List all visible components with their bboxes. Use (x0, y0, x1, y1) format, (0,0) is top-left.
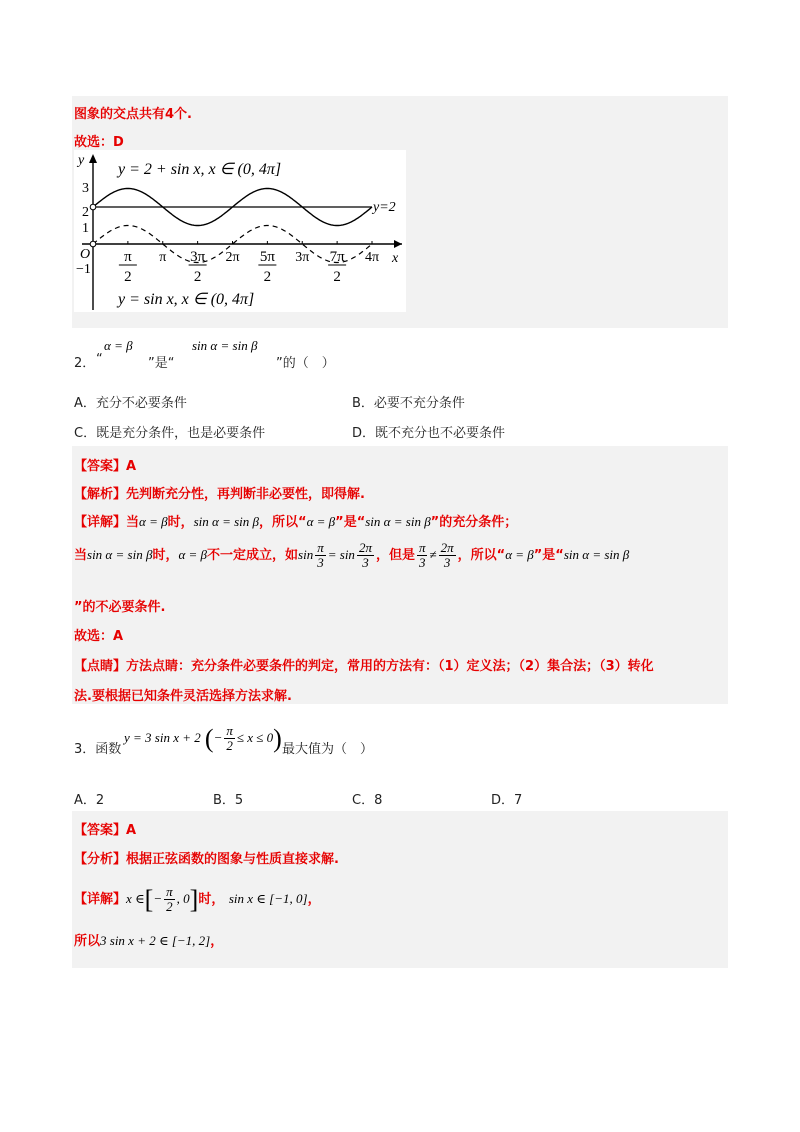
q2-choose: 故选：A (74, 629, 124, 644)
q2-l2-eq1: sin α = sin β (87, 547, 153, 562)
q2-detail-so: ，所以“ (259, 515, 307, 530)
q3-detail-minus: − (153, 891, 163, 906)
x-tick-label: π (159, 250, 167, 265)
q2-l2-is: ”是“ (533, 548, 564, 563)
x-tick-label-den: 2 (333, 269, 341, 285)
q3-so-eq: 3 sin x + 2 ∈ [−1, 2] (100, 933, 211, 948)
q3-so-comma: ， (210, 934, 224, 949)
frac-num: 2π (440, 540, 454, 555)
q2-detail-suff: ”的充分条件； (430, 515, 518, 530)
q2-detail-is: ”是“ (335, 515, 366, 530)
q2-mid-text: ”是“ (148, 356, 175, 371)
q3-dom-left: ( (204, 723, 214, 753)
q2-analysis: 【解析】先判断充分性，再判断非必要性，即得解. (74, 487, 365, 502)
q2-detail-line2 (74, 540, 629, 571)
q3-detail-range-tail: , 0 (176, 891, 190, 906)
q2-l2-neq: ≠ (429, 547, 437, 562)
q3-function (124, 724, 282, 753)
q2-l2-sin-a: sin (298, 547, 314, 562)
q2-detail-eq4: sin α = sin β (365, 514, 431, 529)
q2-detail-line3: ”的不必要条件. (74, 600, 166, 615)
q2-l2-eq3: α = β (505, 547, 534, 562)
q3-tail: 最大值为（ ） (282, 742, 374, 757)
q2-option-a[interactable]: A．充分不必要条件 (74, 396, 187, 411)
q2-detail-eq1: α = β (139, 514, 168, 529)
x-tick-label-den: 2 (124, 269, 132, 285)
q2-l2-frac-pi-3 (315, 541, 326, 570)
frac-den: 3 (362, 555, 369, 570)
x-tick-label-den: 2 (193, 269, 202, 285)
frac-num: π (317, 540, 324, 555)
q2-option-b[interactable]: B．必要不充分条件 (352, 396, 465, 411)
x-tick-label-num: 5π (259, 249, 275, 265)
x-tick-label: 4π (364, 250, 380, 265)
y-tick-1: 1 (82, 221, 89, 236)
sine-graph-figure (74, 150, 406, 312)
q3-option-a[interactable]: A．2 (74, 793, 105, 808)
q3-dom-rest: ≤ x ≤ 0 (236, 730, 274, 745)
q3-number: 3．函数 (74, 742, 122, 757)
y-axis-arrow-icon (89, 154, 97, 163)
q2-detail-line1 (74, 511, 517, 530)
q2-answer: 【答案】A (74, 459, 137, 474)
origin-label: O (80, 247, 91, 262)
sine-graph-svg (74, 150, 406, 312)
q3-answer: 【答案】A (74, 823, 137, 838)
frac-den: 2 (166, 899, 173, 914)
line-y2-label: y=2 (373, 200, 396, 215)
frac-num: 2π (358, 540, 372, 555)
x-tick-label: 2π (225, 250, 240, 265)
q2-l2-frac-pi-3-b (417, 541, 428, 570)
q2-l2-eq-sin: = sin (327, 547, 355, 562)
q3-dom-right: ) (273, 723, 282, 753)
choose-d-text: 故选：D (74, 135, 124, 150)
y-tick-3: 3 (82, 181, 89, 196)
q3-dom-frac (224, 724, 235, 753)
q3-detail-x: x ∈ (126, 891, 145, 906)
x-tick-label-num: 3π (190, 249, 206, 265)
frac-num: π (166, 884, 173, 899)
y-tick-2: 2 (82, 205, 89, 220)
q2-l2-when: 当 (74, 548, 88, 563)
x-axis-label: x (392, 251, 399, 266)
x-tick-label: 3π (295, 250, 310, 265)
intersection-count-text: 图象的交点共有4个. (74, 107, 192, 122)
q2-option-c[interactable]: C．既是充分条件，也是必要条件 (74, 426, 266, 441)
q2-l2-time: 时， (152, 548, 179, 563)
q2-l2-so: ，所以“ (457, 548, 506, 563)
q3-option-b[interactable]: B．5 (213, 793, 244, 808)
q2-tip-line2: 法.要根据已知条件灵活选择方法求解. (74, 689, 292, 704)
q2-number: 2． (74, 356, 96, 371)
q2-open-quote: “ (96, 352, 103, 367)
q2-option-d[interactable]: D．既不充分也不必要条件 (352, 426, 506, 441)
top-formula-label: y = 2 + sin x, x ∈ (0, 4π] (118, 161, 282, 178)
q3-so: 所以 (74, 934, 101, 949)
bottom-formula-label: y = sin x, x ∈ (0, 4π] (118, 291, 255, 308)
y-tick-minus-1: −1 (76, 262, 91, 277)
q3-detail-line (74, 882, 321, 917)
q2-l2-frac-2pi-3 (357, 541, 374, 570)
q2-detail-eq3: α = β (306, 514, 336, 529)
frac-den: 3 (317, 555, 324, 570)
q3-detail-sin: sin x ∈ [−1, 0] (228, 891, 308, 906)
frac-den: 2 (226, 738, 233, 753)
frac-den: 3 (443, 555, 451, 570)
x-tick-labels (119, 241, 379, 285)
x-tick-label-num: 7π (329, 249, 345, 265)
open-point-bottom (90, 241, 96, 247)
q2-l2-not: 不一定成立，如 (207, 548, 299, 563)
q2-l2-eq4: sin α = sin β (563, 547, 630, 562)
x-tick-label-num: π (124, 249, 132, 265)
q3-detail-comma: ， (307, 892, 321, 907)
x-tick-label-den: 2 (263, 269, 272, 285)
frac-den: 3 (418, 555, 426, 570)
q3-detail-time: 时， (198, 892, 225, 907)
q2-tip-line1: 【点睛】方法点睛：充分条件必要条件的判定，常用的方法有：（1）定义法；（2）集合法；（3）转化 (74, 659, 654, 674)
q2-detail-eq2: sin α = sin β (193, 514, 260, 529)
q3-detail-frac (164, 885, 175, 914)
frac-num: π (418, 540, 426, 555)
open-point-top (90, 204, 96, 210)
q3-analysis: 【分析】根据正弦函数的图象与性质直接求解. (74, 852, 339, 867)
q3-so-line (74, 930, 223, 949)
q2-detail-lead: 【详解】当 (74, 515, 140, 530)
q3-func: y = 3 sin x + 2 (124, 730, 201, 745)
q3-dom-minus: − (213, 730, 223, 745)
q2-l2-eq2: α = β (178, 547, 208, 562)
q2-cond-sin: sin α = sin β (192, 338, 258, 353)
q2-l2-but: ，但是 (375, 548, 415, 563)
q2-tail: ”的（ ） (276, 356, 335, 371)
q3-option-d[interactable]: D．7 (491, 793, 523, 808)
x-axis-arrow-icon (394, 240, 402, 248)
frac-num: π (226, 723, 233, 738)
y-axis-label: y (78, 153, 85, 168)
q2-detail-time: 时， (167, 515, 194, 530)
q3-detail-close-bracket: ] (189, 884, 199, 914)
q2-l2-frac-2pi-3-b (439, 541, 456, 570)
q3-detail-open-bracket: [ (144, 884, 154, 914)
q3-option-c[interactable]: C．8 (352, 793, 383, 808)
q3-detail-lead: 【详解】 (74, 892, 127, 907)
q2-cond-alpha-beta: α = β (104, 338, 133, 353)
